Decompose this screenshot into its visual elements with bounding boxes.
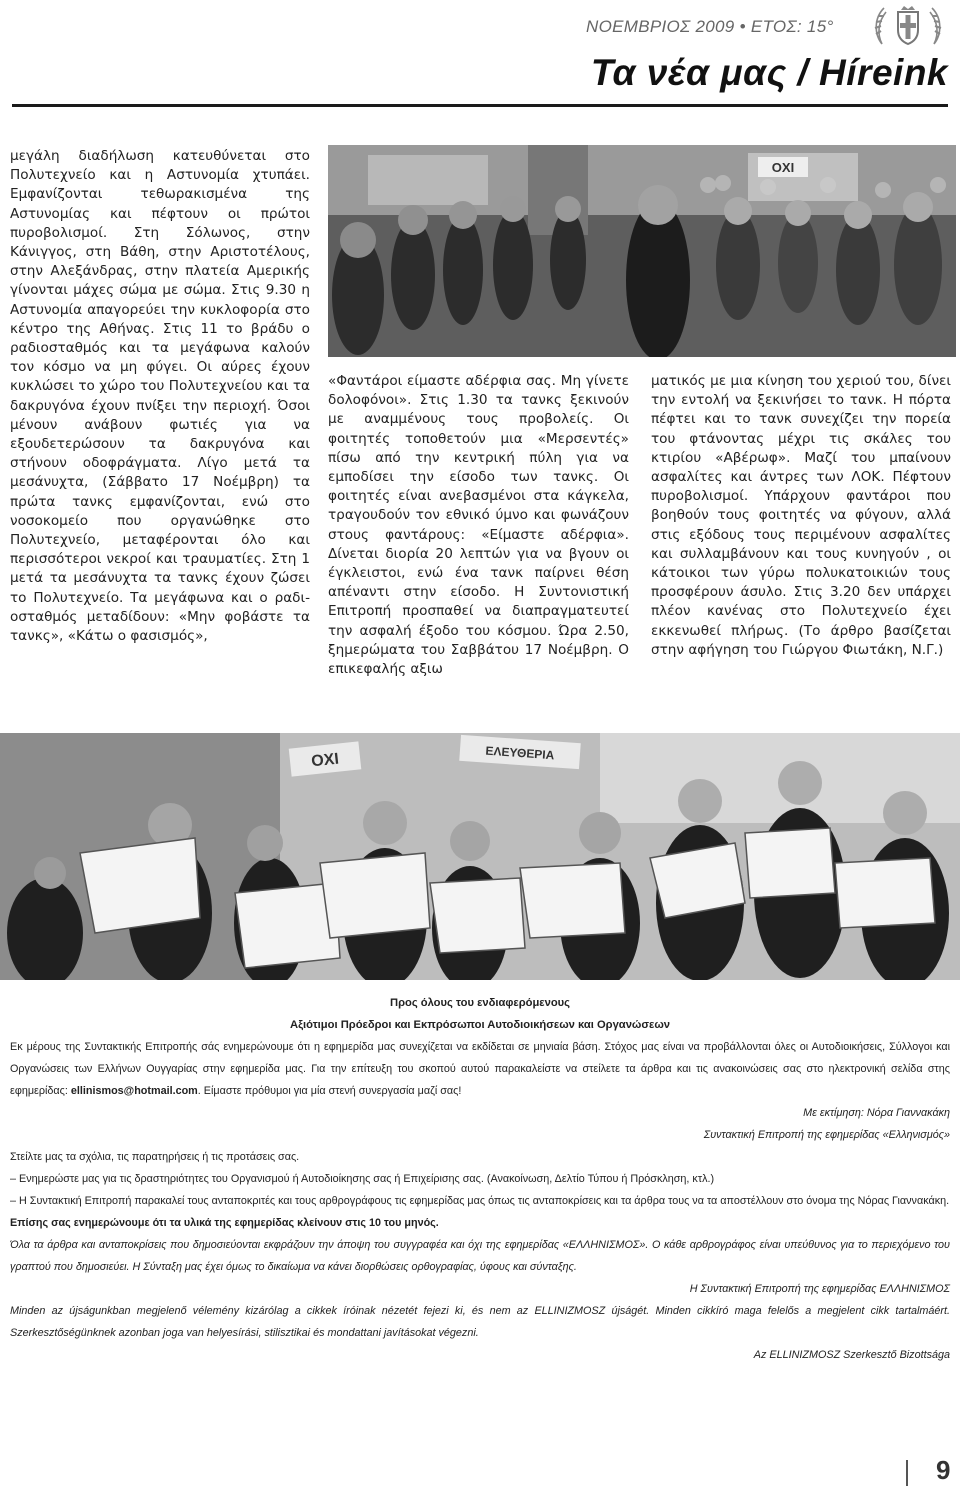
- signature-hungarian: Az ELLINIZMOSZ Szerkesztő Bizottsága: [753, 1349, 950, 1361]
- title-divider: [12, 104, 948, 107]
- coat-of-arms-icon: [872, 4, 944, 50]
- photo-sign-oxi: ΟΧΙ: [310, 750, 340, 771]
- editorial-notice: [10, 992, 950, 1366]
- event-photo-top: [328, 145, 956, 357]
- photo-sign-top: ΟΧΙ: [771, 160, 795, 175]
- choir-photo-bottom: [0, 733, 960, 980]
- notice-line-comments: Στείλτε μας τα σχόλια, τις παρατηρήσεις ή τις προτάσεις σας.: [10, 1151, 300, 1163]
- notice-paragraph-1-text: Εκ μέρους της Συντακτικής Επιτροπής σάς ενημερώνουμε ότι η εφημερίδα μας συνεχίζεται να εκδίδεται σε μηνιαία βάση. Στόχος μας είναι να προβάλλονται όλες οι Αυτοδιοικήσεις, Σύλλογοι και Οργανώσεις των Ελλήνων Ουγγαρίας στην εφημερίδα μας. Για την επίτευξη του σκοπού αυτού παρακαλείστε να στείλετε τα άρθρα και τις ανακοινώσεις σας στο ηλεκτρονική σελίδα στης εφημερίδας:: [10, 1041, 950, 1097]
- section-title: Τα νέα μας / Híreink: [590, 52, 948, 93]
- issue-date-line: ΝΟΕΜΒΡΙΟΣ 2009 • ΕΤΟΣ: 15°: [586, 17, 834, 36]
- notice-line-activities: – Ενημερώστε μας για τις δραστηριότητες του Οργανισμού ή Αυτοδιοίκησης σας ή Επιχείρισης σας. (Ανακοίνωση, Δελτίο Τύπου ή Πρόσκληση, κτλ.): [10, 1173, 715, 1185]
- article-text-3: ματικός με μια κίνηση του χεριού του, δίνει την εντολή να ξεκινήσει το τανκ. Η πόρτα πέφτει και το τανκ συνεχίζει την πορεία του φτάνοντας μέχρι τις σκάλες του κτιρίου «Αβέρωφ». Μαζί του μπαίνουν ασφαλίτες και άντρες των ΛΟΚ. Πέφτουν πυροβολισμοί. Υπάρχουν φαντάροι που βοηθούν τους φοιτητές να φύγουν, αλλά στις εξόδους τους περιμένουν ασφαλίτες και συλλαμβάνουν και τους κυνηγούν , οι κάτοικοι των γύρω πολυκατοικιών τους προσφέρουν άσυλο. Στις 3.20 δεν υπάρχει πλέον κανένας στο Πολυτεχνείο έχει εκκενωθεί πλήρως. (Το άρθρο βασίζεται στην αφήγηση του Γιώργου Φιωτάκη, Ν.Γ.): [651, 373, 951, 658]
- notice-heading-1: Προς όλους του ενδιαφερόμενους: [390, 997, 570, 1009]
- disclaimer-greek: Όλα τα άρθρα και ανταποκρίσεις που δημοσιεύονται εκφράζουν την άποψη του συγγραφέα και όχι της εφημερίδας «ΕΛΛΗΝΙΣΜΟΣ». Ο κάθε αρθρογράφος είναι υπεύθυνος για το περιεχόμενο του γραπτού που δημοσιεύει. Η Σύνταξη μας έχει όμως το δικαίωμα να κάνει διορθώσεις ορθογραφίας, ύφους και σύνταξης.: [10, 1239, 950, 1273]
- notice-line-correspondents: – Η Συντακτική Επιτροπή παρακαλεί τους ανταποκριτές και τους αρθρογράφους τις εφημερίδας μας όπως τις ανταποκρίσεις και τα άρθρα τους να τα αποστέλλουν στο όνομα της Νόρας Γιαννακάκη.: [10, 1195, 950, 1207]
- signature-editor: Με εκτίμηση: Νόρα Γιαννακάκη: [803, 1107, 950, 1119]
- article-column-2: [328, 372, 629, 679]
- article-text-2: «Φαντάροι είμαστε αδέρφια σας. Μη γίνετε δολοφόνοι». Στις 1.30 τα τανκς ξεκινούν με αναμμένους τους προβολείς. Οι φοιτητές τοποθετούν μια «Μερσεντές» πίσω από την κεντρική πύλη για να εμποδίσει την είσοδο των τανκς. Οι φοιτητές είναι ανεβασμένοι στα κάγκελα, τραγουδούν τον εθνικό ύμνο και φωνάζουν στους φαντάρους: «Είμαστε αδέρφια». Δίνεται διορία 20 λεπτών για να βγουν οι έγκλειστοι, ενώ ένα τανκ παίρνει θέση απέναντι στην είσοδο. Η Συντονιστική Επιτροπή προσπαθεί να διαπραγματευτεί την ασφαλή έξοδο του κόσμου. Ώρα 2.50, ξημερώματα του Σαββάτου 17 Νοέμβρη. Ο επικεφαλής αξιω: [328, 373, 629, 678]
- page-number: 9: [936, 1455, 951, 1485]
- disclaimer-hungarian: Minden az újságunkban megjelenő vélemény kizárólag a cikkek íróinak nézetét fejezi ki, és nem az ELLINIZMOSZ újságét. Minden cikkíró maga felelős a megjelent cikk tartalmáért. Szerkesztőségünknek azonban joga van helyesírási, stilisztikai és mondattani javításokat végezni.: [10, 1305, 950, 1339]
- notice-paragraph-1: [10, 1036, 950, 1102]
- article-column-3: [651, 372, 951, 660]
- notice-deadline: Επίσης σας ενημερώνουμε ότι τα υλικά της εφημερίδας κλείνουν στις 10 του μηνός.: [10, 1217, 439, 1229]
- article-column-1: [10, 147, 310, 646]
- email-address[interactable]: ellinismos@hotmail.com: [70, 1085, 198, 1097]
- signature-committee: Συντακτική Επιτροπή της εφημερίδας «Ελληνισμός»: [703, 1129, 950, 1141]
- notice-heading-2: Αξιότιμοι Πρόεδροι και Εκπρόσωποι Αυτοδιοικήσεων και Οργανώσεων: [290, 1019, 670, 1031]
- signature-greek: Η Συντακτική Επιτροπή της εφημερίδας ΕΛΛΗΝΙΣΜΟΣ: [689, 1283, 950, 1295]
- notice-paragraph-1-end: . Είμαστε πρόθυμοι για μία στενή συνεργασία μαζί σας!: [197, 1085, 462, 1097]
- page-number-divider: [906, 1460, 908, 1486]
- photo-sign-eleftheria: ΕΛΕΥΘΕΡΙΑ: [485, 743, 555, 763]
- article-text-1: μεγάλη διαδήλωση κατευθύνεται στο Πολυτεχνείο και η Αστυνομία χτυπάει. Εμφανίζονται τεθωρακισμένα της Αστυνομίας και πέφτουν οι πρώτοι πυροβολισμοί. Στη Σόλωνος, στην Κάνιγγος, στη Βάθη, στην Αριστοτέλους, στην Αλεξάνδρας, στην πλατεία Αμερικής γίνονται μάχες σώμα με σώμα. Στις 9.30 η Αστυνομία απαγορεύει την κυκλοφορία στο κέντρο της Αθήνας. Στις 11 το βράδυ ο ραδιοσταθμός και τα μεγάφωνα καλούν τον κόσμο να μη φύγει. Οι αύρες έχουν κυκλώσει το χώρο του Πολυτεχνείου και τα δακρυγόνα έχουν πνίξει την περιοχή. Όσοι μένουν ανάβουν φωτιές για να εξουδετερώσουν τα δακρυγόνα και στήνουν οδοφράγματα. Λίγο μετά τα μεσάνυχτα, (Σάββατο 17 Νοέμβρη) τα πρώτα τανκς εμφανίζονται, ενώ στο νοσοκομείο που οργανώθηκε στο Πολυτεχνείο, μεταφέρονται όλο και περισσότεροι νεκροί και τραυματίες. Στη 1 μετά τα μεσάνυχτα τα τανκς έχουν ζώσει το Πολυτεχνείο. Τα μεγάφωνα και ο ραδιοσταθμός μεταδίδουν: «Μην φοβάστε τα τανκς», «Κάτω ο φασισμός»,: [10, 148, 310, 645]
